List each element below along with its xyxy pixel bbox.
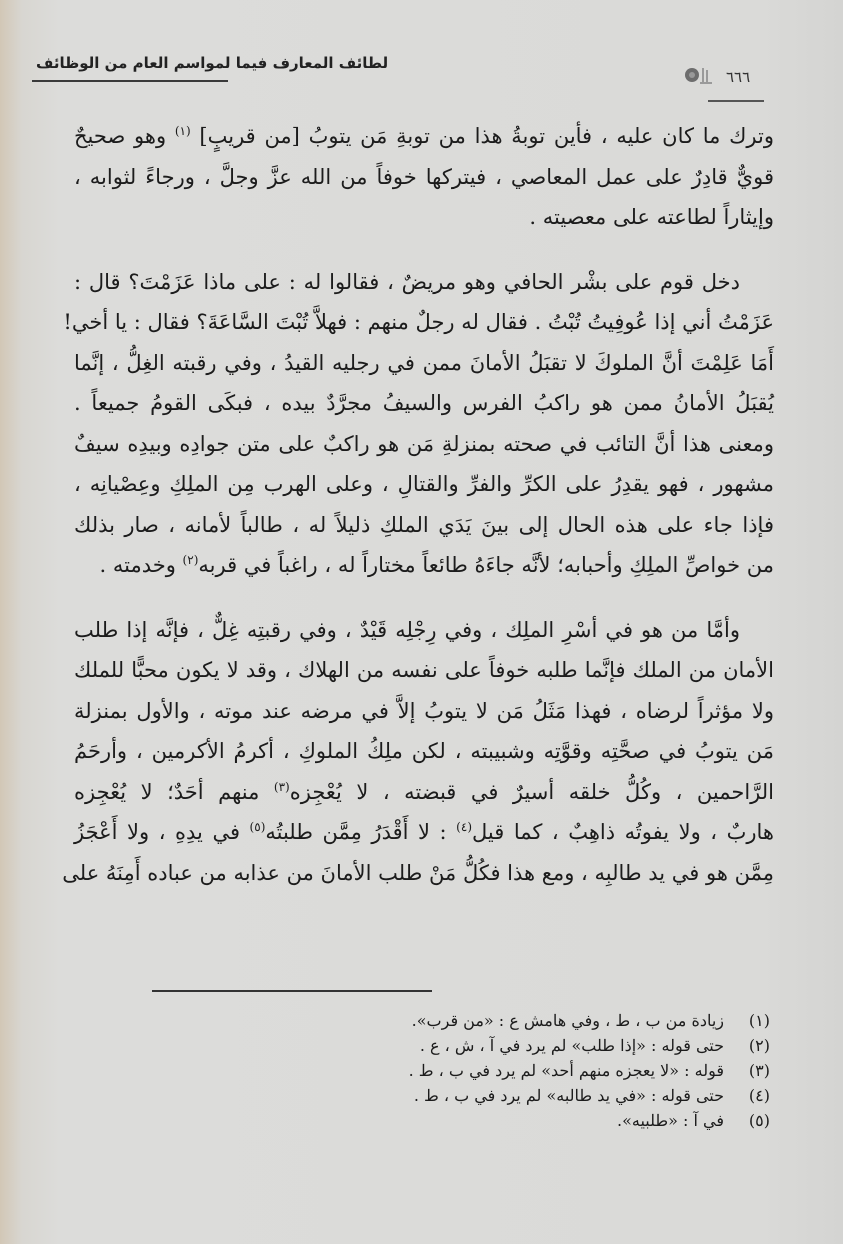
text-line: الرَّاحمين ، وكُلُّ خلقه أسيرٌ في قبضته ، لا يُعْجِزه$^{(٣)}$ منهم أحَدٌ؛ لا يُعْجِزه — [74, 779, 774, 804]
page-number-rule — [708, 100, 764, 102]
text-line: الأمان من الملك فإنَّما طلبه خوفاً على نفسه من الهلاك ، وقد لا يكون محبًّا للملك — [74, 658, 774, 682]
text-line: مشهور ، فهو يقدِرُ على الكرِّ والفرِّ والقتالِ ، وعلى الهرب مِن الملِكِ وعِصْيانِه ، — [74, 472, 774, 496]
main-text — [62, 116, 774, 893]
footnote-text: قوله : «لا يعجزه منهم أحد» لم يرد في ب ، ط . — [408, 1061, 724, 1080]
header-rule — [32, 80, 228, 82]
text-line: مَن يتوبُ في صحَّتِه وقوَّتِه وشبيبته ، لكن ملِكُ الملوكِ ، أكرمُ الأكرمين ، وأرحَمُ — [74, 739, 774, 763]
footnote-text: في آ : «طلبيه». — [616, 1111, 724, 1130]
footnote-number: (٥) — [748, 1111, 770, 1130]
footnote — [300, 1008, 770, 1033]
page-header — [32, 52, 772, 104]
text-line: وإيثاراً لطاعته على معصيته . — [529, 205, 774, 229]
footnote-ref: (٥) — [249, 820, 266, 834]
text-line: مِمَّن هو في يد طالبِه ، ومع هذا فكُلُّ مَنْ طلب الأمانَ من عذابه من عباده أَمِنَهُ على — [62, 860, 774, 885]
text-line: هاربٌ ، ولا يفوتُه ذاهِبٌ ، كما قيل$^{(٤)}$ : لا أَقْدَرُ مِمَّن طلبتُه$^{(٥)}$ في يدِهِ ، ولا أَعْجَزُ — [74, 820, 774, 844]
text-line: وأمَّا من هو في أسْرِ الملِك ، وفي رِجْلِه قَيْدٌ ، وفي رقبتِه غِلٌّ ، فإنَّه إذا طلب — [74, 617, 740, 642]
footnote — [300, 1108, 770, 1133]
footnote-ref: (٢) — [182, 553, 199, 567]
text-line: يُقبَلُ الأمانُ ممن هو راكبُ الفرس والسيفُ مجرَّدٌ بيده ، فبكَى القومُ جميعاً . — [74, 391, 774, 415]
footnote-ref: (٤) — [456, 820, 472, 834]
footnote-text: زيادة من ب ، ط ، وفي هامش ع : «من قرب». — [411, 1011, 724, 1030]
footnote-separator — [152, 990, 432, 992]
text-line: وترك ما كان عليه ، فأين توبةُ هذا من توبةِ مَن يتوبُ [من قريبٍ] $^{(١)}$ وهو صحيحٌ — [74, 124, 774, 148]
text-line: من خواصِّ الملِكِ وأحبابه؛ لأنَّه جاءَهُ طائعاً مختاراً له ، راغباً في قربه$^{(٢)}$ وخدمته . — [99, 553, 774, 577]
text-line: أَمَا عَلِمْتَ أنَّ الملوكَ لا تقبَلُ الأمانَ ممن في رجليه القيدُ ، وفي رقبته الغِلُّ ، إنَّما — [74, 350, 774, 375]
footnote-text: حتى قوله : «إذا طلب» لم يرد في آ ، ش ، ع . — [419, 1036, 724, 1055]
footnote-text: حتى قوله : «في يد طالبه» لم يرد في ب ، ط . — [413, 1086, 724, 1105]
text-line: عَزَمْتُ أني إذا عُوفِيتُ تُبْتُ . فقال له رجلٌ منهم : فهلاَّ تُبْتَ السَّاعَةَ؟ فقال : يا أخي! — [63, 310, 774, 334]
text-line: دخل قوم على بشْر الحافي وهو مريضٌ ، فقالوا له : على ماذا عَزَمْتَ؟ قال : — [74, 269, 740, 294]
footnote-ref: (٣) — [273, 779, 290, 794]
footnote-ref: (١) — [174, 124, 191, 138]
paragraph — [74, 116, 774, 238]
running-title: لطائف المعارف فيما لمواسم العام من الوظائف — [36, 54, 389, 72]
paragraph — [63, 262, 774, 586]
page-number: ٦٦٦ — [726, 68, 751, 86]
footnotes — [300, 1008, 770, 1133]
floral-ornament-icon — [682, 64, 718, 88]
footnote-number: (٤) — [748, 1086, 770, 1105]
text-line: ومعنى هذا أنَّ التائب في صحته بمنزلةِ مَن هو راكبٌ على متن جوادِه وبيدِه سيفٌ — [74, 431, 774, 456]
footnote — [300, 1058, 770, 1083]
footnote-number: (٢) — [748, 1036, 770, 1055]
text-line: ولا مؤثراً لرضاه ، فهذا مَثَلُ مَن لا يتوبُ إلاَّ في مرضه عند موته ، والأول بمنزلة — [74, 698, 774, 723]
footnote — [300, 1033, 770, 1058]
footnote-number: (٣) — [748, 1061, 770, 1080]
footnote — [300, 1083, 770, 1108]
footnote-number: (١) — [748, 1011, 770, 1030]
paragraph — [62, 610, 774, 894]
text-line: فإذا جاء على هذه الحال إلى بينَ يَدَي الملكِ ذليلاً له ، طالباً لأمانه ، صار بذلك — [74, 512, 774, 537]
text-line: قويٌّ قادِرٌ على عمل المعاصي ، فيتركها خوفاً من الله عزَّ وجلَّ ، ورجاءً لثوابه ، — [74, 164, 774, 189]
